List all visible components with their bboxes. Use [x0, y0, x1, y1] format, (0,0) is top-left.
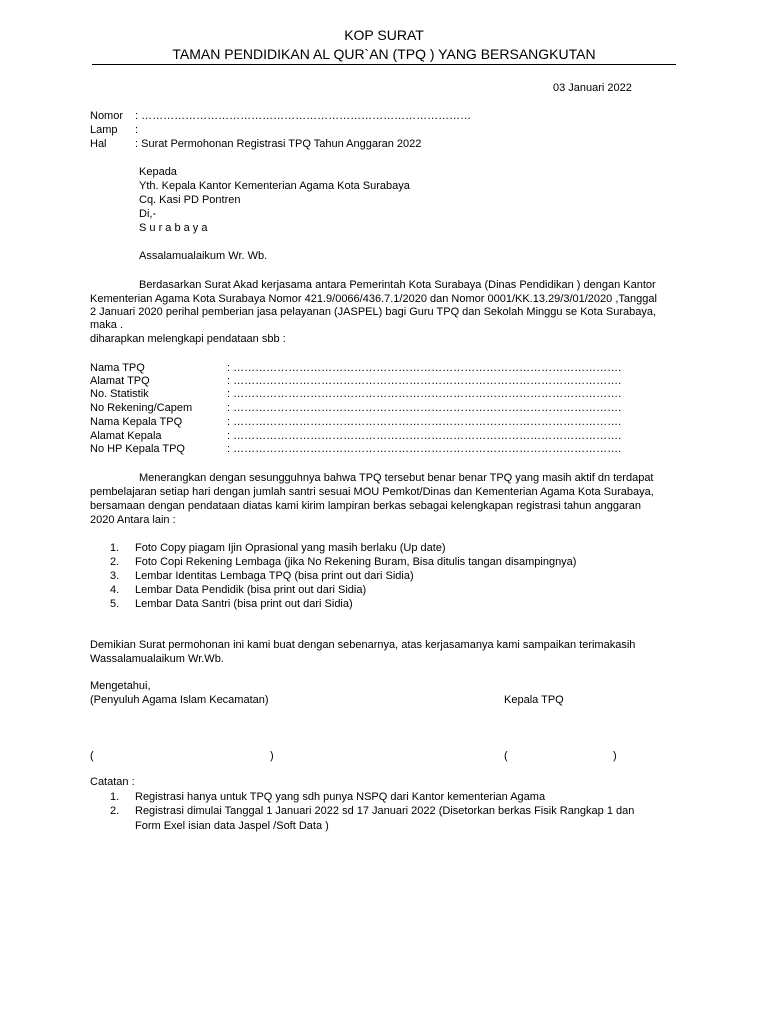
letterhead-subtitle: TAMAN PENDIDIKAN AL QUR`AN (TPQ ) YANG BERSANGKUTAN [172, 46, 596, 62]
body-para1-line-5: diharapkan melengkapi pendataan sbb : [90, 333, 286, 345]
body-para1-line-1: Berdasarkan Surat Akad kerjasama antara Pemerintah Kota Surabaya (Dinas Pendidikan ) dengan Kantor [139, 279, 656, 291]
field-label: No HP Kepala TPQ [90, 443, 185, 455]
field-label: Alamat TPQ [90, 375, 150, 387]
body-para2-line-3: bersamaan dengan pendataan diatas kami kirim lampiran berkas sebagai kelengkapan registrasi tahun anggaran [90, 500, 641, 512]
signature-close-paren-left: ) [270, 750, 274, 762]
recipient-line-4: Di,- [139, 208, 157, 220]
kepala-tpq-label: Kepala TPQ [504, 694, 564, 706]
lamp-value: : [135, 124, 139, 136]
body-para2-line-4: 2020 Antara lain : [90, 514, 176, 526]
field-value: : ……………………………………………………………………………………………. [227, 362, 622, 374]
note-item-line: Registrasi hanya untuk TPQ yang sdh punya NSPQ dari Kantor kementerian Agama [135, 791, 546, 803]
attachment-number: 3. [110, 570, 120, 582]
attachment-item: Foto Copy piagam Ijin Oprasional yang masih berlaku (Up date) [135, 542, 446, 554]
note-item-line-continued: Form Exel isian data Jaspel /Soft Data ) [135, 820, 329, 832]
field-label: No. Statistik [90, 388, 149, 400]
field-value: : ……………………………………………………………………………………………. [227, 402, 622, 414]
lamp-label: Lamp [90, 124, 118, 136]
note-number: 1. [110, 791, 120, 803]
nomor-value: : ……………………………………………………………………………… [135, 110, 472, 122]
body-para1-line-4: maka . [90, 319, 124, 331]
signature-open-paren-left: ( [90, 750, 94, 762]
note-number: 2. [110, 805, 120, 817]
recipient-line-5: S u r a b a y a [139, 222, 208, 234]
letter-date: 03 Januari 2022 [553, 82, 632, 94]
body-para2-line-1: Menerangkan dengan sesungguhnya bahwa TPQ tersebut benar benar TPQ yang masih aktif dn terdapat [139, 472, 654, 484]
attachment-number: 5. [110, 598, 120, 610]
attachment-number: 4. [110, 584, 120, 596]
notes-title: Catatan : [90, 776, 135, 788]
body-para1-line-2: Kementerian Agama Kota Surabaya Nomor 421.9/0066/436.7.1/2020 dan Nomor 0001/KK.13.29/3/01/2020 ,Tanggal [90, 293, 657, 305]
recipient-line-3: Cq. Kasi PD Pontren [139, 194, 241, 206]
closing-line-1: Demikian Surat permohonan ini kami buat dengan sebenarnya, atas kerjasamanya kami sampaikan terimakasih [90, 639, 636, 651]
attachment-item: Lembar Data Santri (bisa print out dari Sidia) [135, 598, 353, 610]
body-para2-line-2: pembelajaran setiap hari dengan jumlah santri sesuai MOU Pemkot/Dinas dan Kementerian Agama Kota Surabaya, [90, 486, 654, 498]
letterhead-title: KOP SURAT [344, 27, 424, 43]
letterhead-divider [92, 64, 676, 65]
attachment-item: Foto Copi Rekening Lembaga (jika No Rekening Buram, Bisa ditulis tangan disampingnya) [135, 556, 577, 568]
attachment-item: Lembar Identitas Lembaga TPQ (bisa print out dari Sidia) [135, 570, 414, 582]
hal-label: Hal [90, 138, 107, 150]
field-label: Alamat Kepala [90, 430, 162, 442]
nomor-label: Nomor [90, 110, 124, 122]
field-value: : ……………………………………………………………………………………………. [227, 388, 622, 400]
penyuluh-label: (Penyuluh Agama Islam Kecamatan) [90, 694, 269, 706]
field-label: Nama TPQ [90, 362, 145, 374]
attachment-number: 2. [110, 556, 120, 568]
field-value: : ……………………………………………………………………………………………. [227, 416, 622, 428]
recipient-line-2: Yth. Kepala Kantor Kementerian Agama Kota Surabaya [139, 180, 410, 192]
signature-open-paren-right: ( [504, 750, 508, 762]
closing-line-2: Wassalamualaikum Wr.Wb. [90, 653, 224, 665]
field-value: : ……………………………………………………………………………………………. [227, 375, 622, 387]
attachment-number: 1. [110, 542, 120, 554]
attachment-item: Lembar Data Pendidik (bisa print out dari Sidia) [135, 584, 367, 596]
mengetahui-label: Mengetahui, [90, 680, 151, 692]
field-value: : ……………………………………………………………………………………………. [227, 443, 622, 455]
field-label: Nama Kepala TPQ [90, 416, 183, 428]
hal-value: : Surat Permohonan Registrasi TPQ Tahun Anggaran 2022 [135, 138, 422, 150]
field-label: No Rekening/Capem [90, 402, 193, 414]
field-value: : ……………………………………………………………………………………………. [227, 430, 622, 442]
body-para1-line-3: 2 Januari 2020 perihal pemberian jasa pelayanan (JASPEL) bagi Guru TPQ dan Sekolah Minggu se Kota Surabaya, [90, 306, 657, 318]
signature-close-paren-right: ) [613, 750, 617, 762]
note-item-line: Registrasi dimulai Tanggal 1 Januari 2022 sd 17 Januari 2022 (Disetorkan berkas Fisik Rangkap 1 dan [135, 805, 635, 817]
recipient-line-1: Kepada [139, 166, 177, 178]
greeting: Assalamualaikum Wr. Wb. [139, 250, 268, 262]
